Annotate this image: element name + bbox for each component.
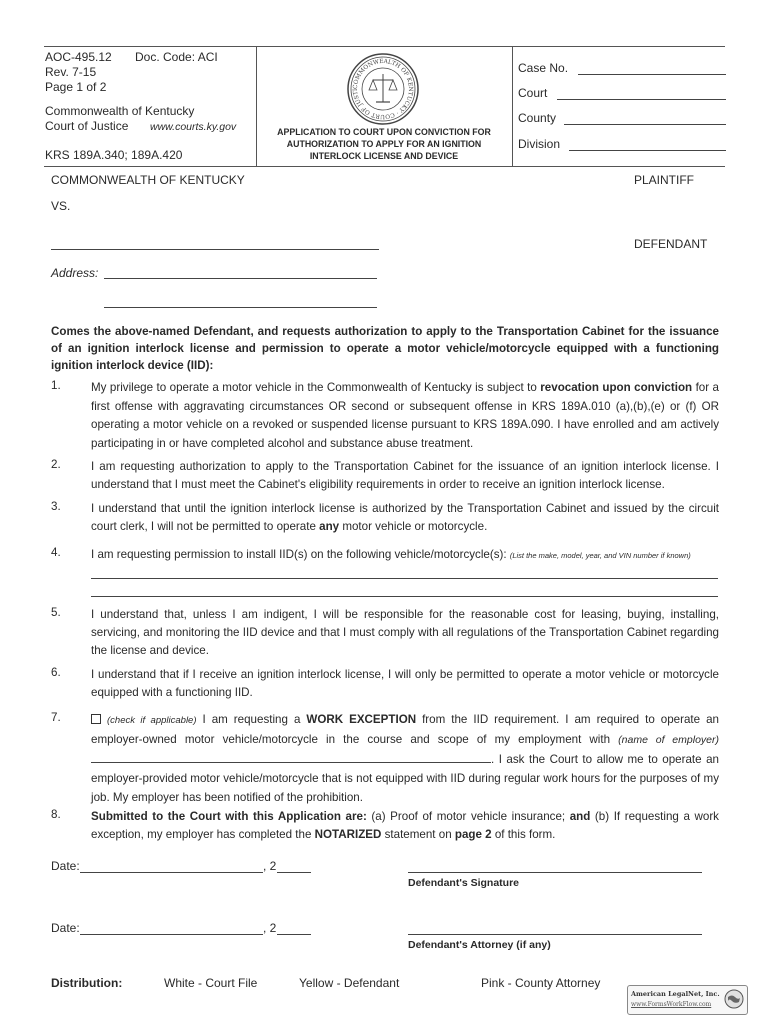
item-1-number: 1. <box>51 379 61 392</box>
form-title-line1: APPLICATION TO COURT UPON CONVICTION FOR <box>277 127 491 137</box>
item-8-text-f: statement on <box>381 828 455 841</box>
item-3-text-c: motor vehicle or motorcycle. <box>339 520 488 533</box>
vs-label: VS. <box>51 199 71 213</box>
item-3-number: 3. <box>51 500 61 513</box>
seal-graphic <box>346 52 420 126</box>
item-1-revocation: revocation upon conviction <box>540 381 693 394</box>
vehicle-field-line1[interactable] <box>91 578 718 579</box>
year-prefix-2: , 2 <box>263 921 277 935</box>
item-1-text-c: for a first offense with aggravating circumstances OR second or subsequent offense in KRS 189A.010 (a),(b),(e) or (f) OR operating a motor vehicle on a revoked or suspended license pursuant to KRS 189A.090. I have enrolled and am actively participating in or have completed alcohol and substance abuse treatment. <box>91 381 719 450</box>
doc-code: Doc. Code: ACI <box>135 50 218 64</box>
page-number: Page 1 of 2 <box>45 80 107 94</box>
year-field-1[interactable] <box>277 872 311 873</box>
item-8-text-b: (a) Proof of motor vehicle insurance; <box>366 810 570 823</box>
item-8-and: and <box>569 810 591 823</box>
item-6-number: 6. <box>51 666 61 679</box>
legalnet-brand: American LegalNet, Inc. <box>631 990 720 998</box>
item-8-text-d: (b) If requesting a work exception, my employer has completed the <box>91 810 719 841</box>
defendant-label: DEFENDANT <box>634 237 708 251</box>
division-field[interactable] <box>569 150 726 151</box>
commonwealth-label: Commonwealth of Kentucky <box>45 104 195 118</box>
case-no-label: Case No. <box>518 61 569 75</box>
distribution-yellow: Yellow - Defendant <box>299 976 400 990</box>
year-field-2[interactable] <box>277 934 311 935</box>
item-8-page2: page 2 <box>454 828 492 841</box>
form-title <box>256 126 512 162</box>
revision: Rev. 7-15 <box>45 65 97 79</box>
form-title-line2: AUTHORIZATION TO APPLY FOR AN IGNITION <box>286 139 482 149</box>
court-of-justice-label: Court of Justice <box>45 119 129 133</box>
item-5-number: 5. <box>51 606 61 619</box>
court-field[interactable] <box>557 99 726 100</box>
item-4-number: 4. <box>51 546 61 559</box>
item-7-text-d: . I ask the Court to allow me to operate an employer-provided motor vehicle/motorcycle that is not equipped with IID during regular work hours for the purposes of my job. My employer has been notified of the prohibition. <box>91 753 719 804</box>
item-7-text-c: from the IID requirement. I am required to operate an employer-owned motor vehicle/motorcycle in the course and scope of my employment with <box>91 713 719 746</box>
vehicle-field-line2[interactable] <box>91 596 718 597</box>
defendant-signature-field[interactable] <box>408 872 702 873</box>
krs-reference: KRS 189A.340; 189A.420 <box>45 148 183 162</box>
item-3-text <box>91 500 719 536</box>
item-4-text-a: I am requesting permission to install IID(s) on the following vehicle/motorcycle(s): <box>91 548 507 561</box>
item-7-work-exception: WORK EXCEPTION <box>306 713 417 726</box>
defendant-name-field[interactable] <box>51 249 379 250</box>
defendant-signature-label: Defendant's Signature <box>408 877 520 889</box>
item-2-number: 2. <box>51 458 61 471</box>
county-label: County <box>518 111 557 125</box>
header-bottom-rule <box>44 166 725 167</box>
date-field-2[interactable] <box>80 934 263 935</box>
plaintiff-label: PLAINTIFF <box>634 173 695 187</box>
item-8-text-h: of this form. <box>491 828 556 841</box>
address-label: Address: <box>51 266 99 280</box>
employer-name-field[interactable] <box>91 751 491 763</box>
header-divider-right <box>512 46 513 166</box>
item-3-any: any <box>319 520 340 533</box>
item-7-text-a: I am requesting a <box>196 713 307 726</box>
item-4-note: (List the make, model, year, and VIN number if known) <box>509 551 691 560</box>
form-title-line3: INTERLOCK LICENSE AND DEVICE <box>309 151 459 161</box>
court-seal <box>346 52 420 126</box>
distribution-white: White - Court File <box>164 976 258 990</box>
item-2-text: I am requesting authorization to apply to the Transportation Cabinet for the issuance of an ignition interlock license. I understand that I must meet the Cabinet's eligibility requirements in order to receive an ignition interlock license. <box>91 460 719 491</box>
case-no-field[interactable] <box>578 74 726 75</box>
item-5-text: I understand that, unless I am indigent, I will be responsible for the reasonable cost for leasing, buying, installing, servicing, and monitoring the IID device and that I must comply with all regulations of the Transportation Cabinet regarding the license and device. <box>91 608 719 657</box>
plaintiff-name: COMMONWEALTH OF KENTUCKY <box>51 173 245 187</box>
item-8-text-a: Submitted to the Court with this Application are: <box>91 810 367 823</box>
globe-icon <box>724 989 744 1009</box>
date-field-1[interactable] <box>80 872 263 873</box>
item-7-number: 7. <box>51 711 61 724</box>
item-1-text-a: My privilege to operate a motor vehicle in the Commonwealth of Kentucky is subject to <box>91 381 541 394</box>
court-label: Court <box>518 86 548 100</box>
year-prefix-1: , 2 <box>263 859 277 873</box>
item-8-number: 8. <box>51 808 61 821</box>
item-8-text <box>91 808 719 844</box>
division-label: Division <box>518 137 561 151</box>
date-label-2: Date: <box>51 921 80 935</box>
legalnet-badge[interactable] <box>627 985 748 1015</box>
item-6-text: I understand that if I receive an ignition interlock license, I will only be permitted to operate a motor vehicle or motorcycle equipped with a functioning IID. <box>91 668 719 699</box>
attorney-signature-field[interactable] <box>408 934 702 935</box>
item-7-check-note: (check if applicable) <box>107 715 197 726</box>
website: www.courts.ky.gov <box>150 121 237 133</box>
legalnet-url: www.FormsWorkFlow.com <box>631 1001 712 1008</box>
work-exception-checkbox[interactable] <box>91 714 101 724</box>
item-4-text <box>91 546 719 565</box>
item-3-text-a: I understand that until the ignition interlock license is authorized by the Transportation Cabinet and issued by the circuit court clerk, I will not be permitted to operate <box>91 502 719 533</box>
county-field[interactable] <box>564 124 726 125</box>
item-8-notarized: NOTARIZED <box>314 828 382 841</box>
item-1-text <box>91 379 719 453</box>
distribution-pink: Pink - County Attorney <box>481 976 601 990</box>
svg-text:COMMONWEALTH OF KENTUCKY · COU <box>346 52 413 119</box>
form-number: AOC-495.12 <box>45 50 112 64</box>
header-top-rule <box>44 46 725 47</box>
address-field-line1[interactable] <box>104 278 377 279</box>
distribution-label: Distribution: <box>51 976 123 990</box>
attorney-signature-label: Defendant's Attorney (if any) <box>408 939 551 951</box>
date-label-1: Date: <box>51 859 80 873</box>
item-7-text <box>91 710 719 807</box>
address-field-line2[interactable] <box>104 307 377 308</box>
seal-text: COMMONWEALTH OF KENTUCKY · COURT OF JUSTI <box>352 58 414 120</box>
item-7-employer-note: (name of employer) <box>618 734 719 746</box>
intro-paragraph: Comes the above-named Defendant, and requests authorization to apply to the Transportation Cabinet for the issuance of an ignition interlock license and permission to operate a motor vehicle/motorcycle equipped with a functioning ignition interlock device (IID): <box>51 325 719 372</box>
